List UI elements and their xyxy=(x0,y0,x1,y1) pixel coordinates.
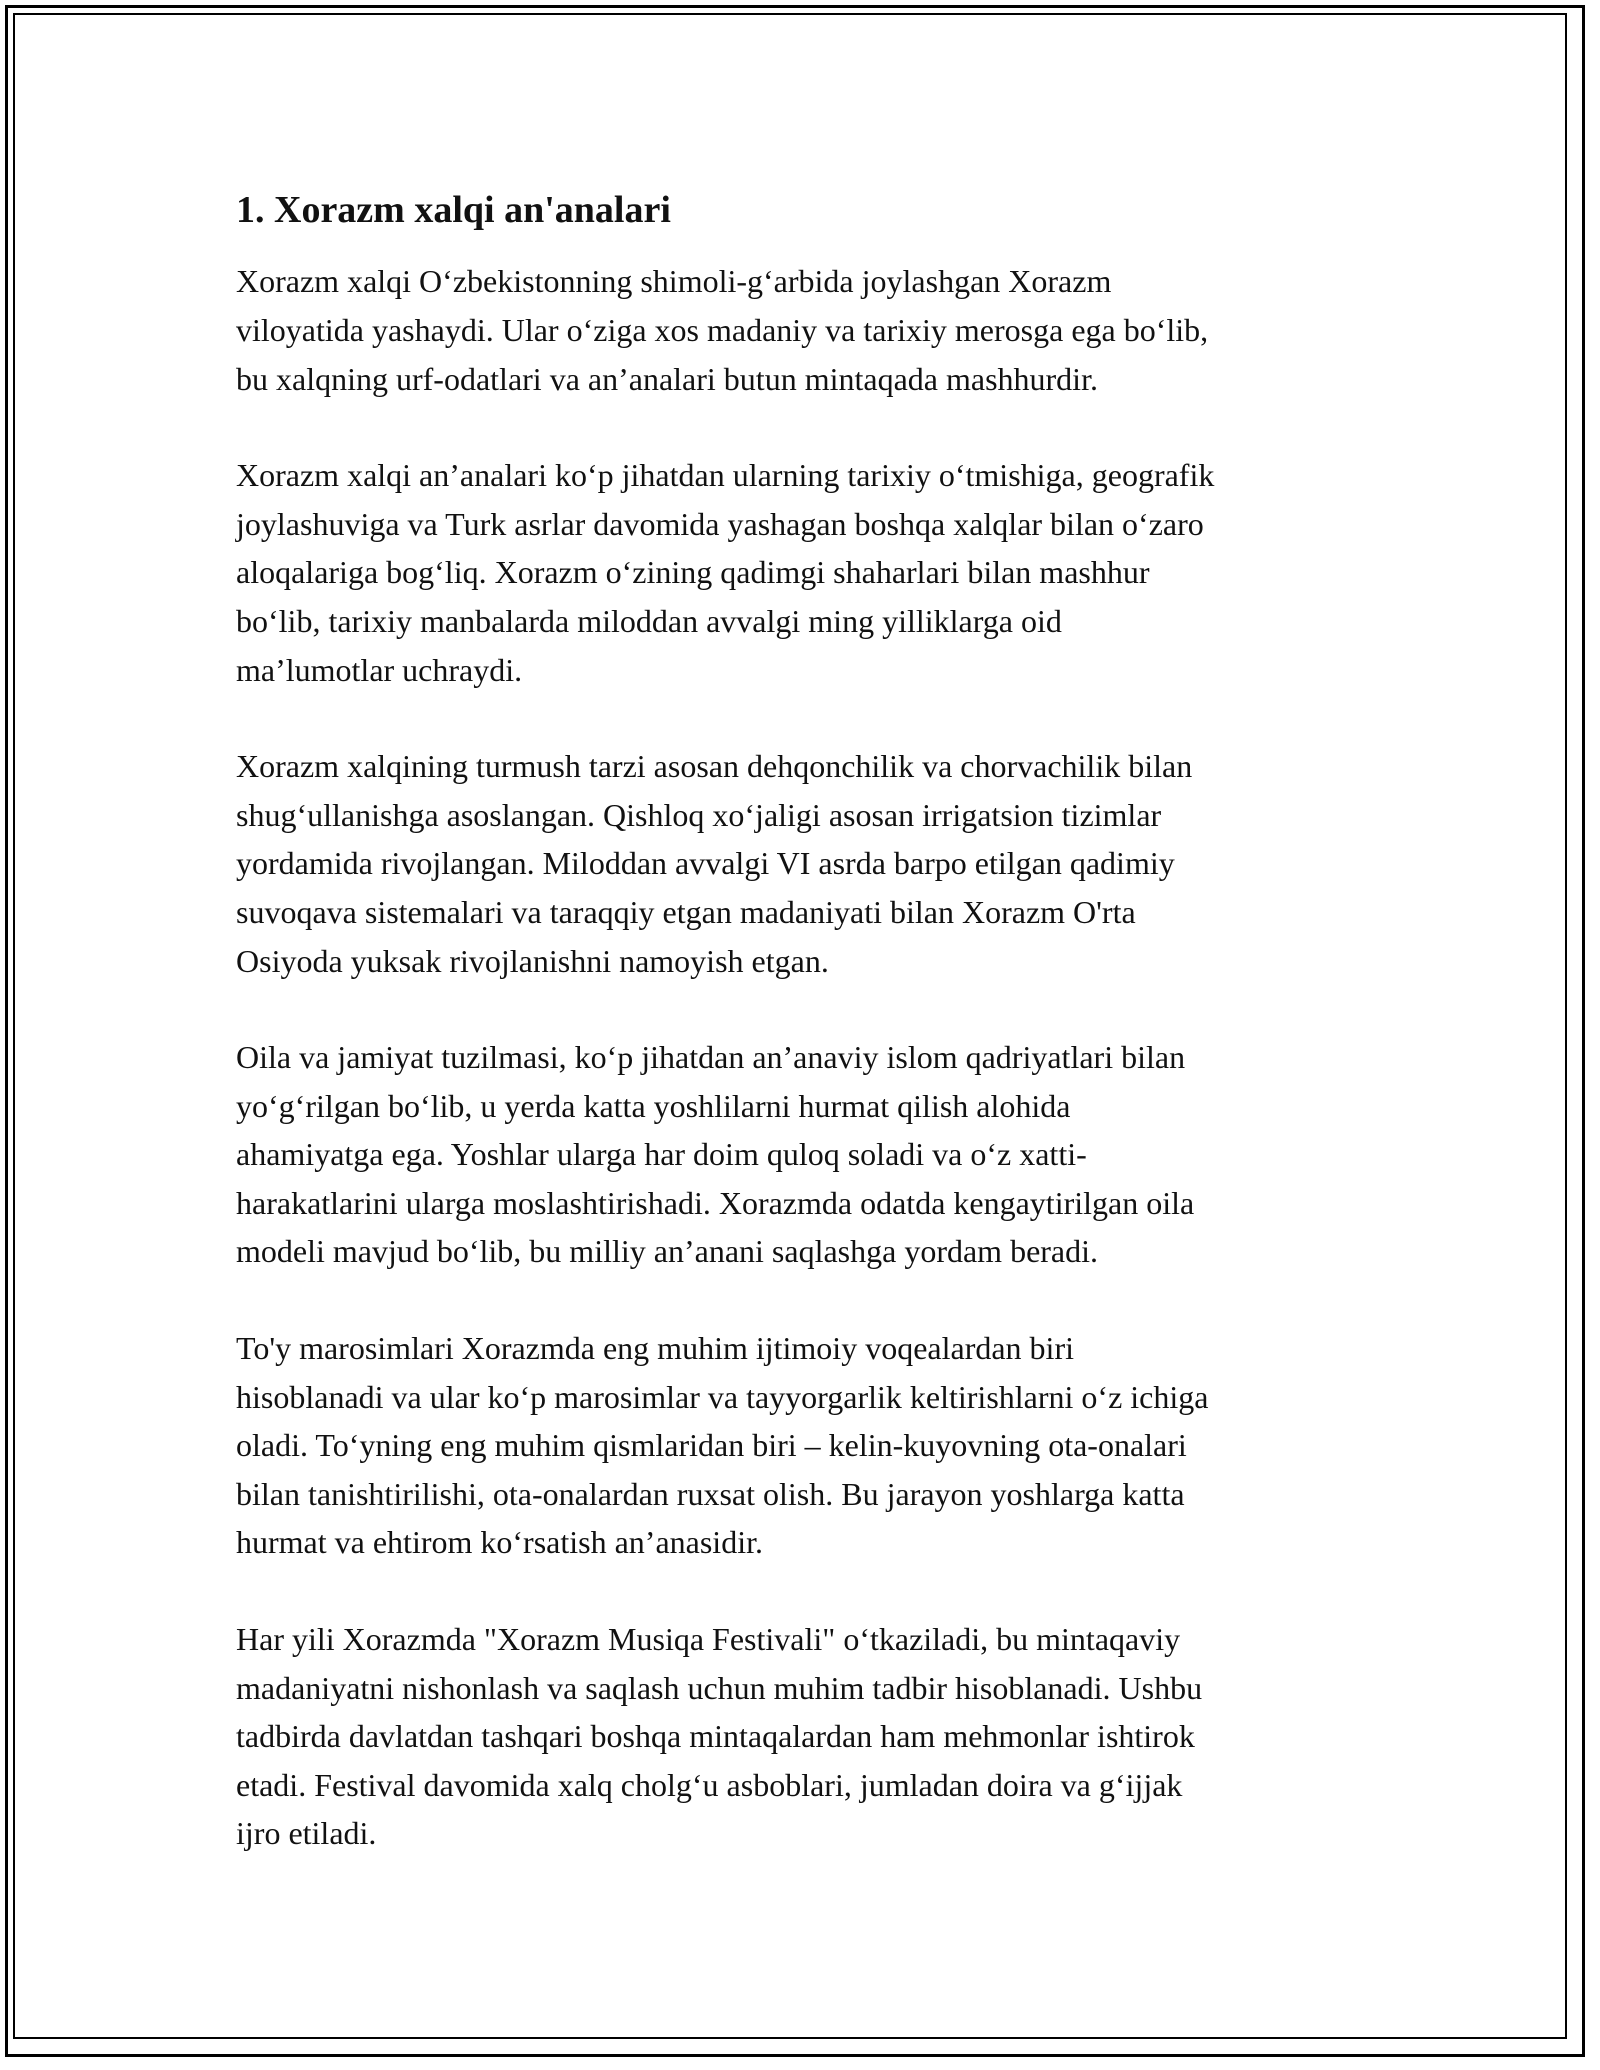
paragraph xyxy=(236,1324,1366,1567)
paragraph-line: ijro etiladi. xyxy=(236,1815,377,1852)
paragraph-line: Har yili Xorazmda "Xorazm Musiqa Festivali" o‘tkaziladi, bu mintaqaviy xyxy=(236,1621,1181,1658)
paragraph-line: suvoqava sistemalari va taraqqiy etgan madaniyati bilan Xorazm O'rta xyxy=(236,893,1136,930)
paragraph-line: joylashuviga va Turk asrlar davomida yashagan boshqa xalqlar bilan o‘zaro xyxy=(236,505,1204,542)
paragraph-line: bu xalqning urf-odatlari va an’analari butun mintaqada mashhurdir. xyxy=(236,360,1098,397)
paragraph-line: Osiyoda yuksak rivojlanishni namoyish etgan. xyxy=(236,942,829,979)
paragraph-line: Xorazm xalqi an’analari ko‘p jihatdan ularning tarixiy o‘tmishiga, geografik xyxy=(236,457,1215,494)
paragraph-line: oladi. To‘yning eng muhim qismlaridan biri – kelin-kuyovning ota-onalari xyxy=(236,1427,1187,1464)
paragraph-line: tadbirda davlatdan tashqari boshqa mintaqalardan ham mehmonlar ishtirok xyxy=(236,1718,1195,1755)
paragraph-line: Oila va jamiyat tuzilmasi, ko‘p jihatdan an’anaviy islom qadriyatlari bilan xyxy=(236,1039,1186,1076)
paragraph xyxy=(236,257,1366,403)
paragraph-line: madaniyatni nishonlash va saqlash uchun muhim tadbir hisoblanadi. Ushbu xyxy=(236,1669,1203,1706)
paragraph-line: hurmat va ehtirom ko‘rsatish an’anasidir. xyxy=(236,1524,763,1561)
paragraph-line: ma’lumotlar uchraydi. xyxy=(236,651,523,688)
page-title: 1. Xorazm xalqi an'analari xyxy=(236,189,671,231)
paragraph xyxy=(236,742,1366,985)
paragraph-line: harakatlarini ularga moslashtirishadi. Xorazmda odatda kengaytirilgan oila xyxy=(236,1184,1195,1221)
paragraph xyxy=(236,1033,1366,1276)
paragraph xyxy=(236,451,1366,694)
paragraph-line: bilan tanishtirilishi, ota-onalardan ruxsat olish. Bu jarayon yoshlarga katta xyxy=(236,1475,1185,1512)
paragraph-line: shug‘ullanishga asoslangan. Qishloq xo‘jaligi asosan irrigatsion tizimlar xyxy=(236,796,1162,833)
paragraph-line: bo‘lib, tarixiy manbalarda miloddan avvalgi ming yilliklarga oid xyxy=(236,602,1062,639)
paragraph-line: To'y marosimlari Xorazmda eng muhim ijtimoiy voqealardan biri xyxy=(236,1330,1074,1367)
paragraph-line: viloyatida yashaydi. Ular o‘ziga xos madaniy va tarixiy merosga ega bo‘lib, xyxy=(236,311,1209,348)
paragraph-line: Xorazm xalqi O‘zbekistonning shimoli-g‘arbida joylashgan Xorazm xyxy=(236,263,1112,300)
paragraph-line: hisoblanadi va ular ko‘p marosimlar va tayyorgarlik keltirishlarni o‘z ichiga xyxy=(236,1378,1209,1415)
paragraph-list xyxy=(236,257,1366,1858)
paragraph-line: yordamida rivojlangan. Miloddan avvalgi VI asrda barpo etilgan qadimiy xyxy=(236,845,1175,882)
paragraph-line: yo‘g‘rilgan bo‘lib, u yerda katta yoshlilarni hurmat qilish alohida xyxy=(236,1087,1071,1124)
paragraph-line: modeli mavjud bo‘lib, bu milliy an’anani saqlashga yordam beradi. xyxy=(236,1233,1099,1270)
document-body xyxy=(236,186,1366,1858)
paragraph-line: aloqalariga bog‘liq. Xorazm o‘zining qadimgi shaharlari bilan mashhur xyxy=(236,554,1150,591)
paragraph-line: Xorazm xalqining turmush tarzi asosan dehqonchilik va chorvachilik bilan xyxy=(236,748,1193,785)
paragraph-line: ahamiyatga ega. Yoshlar ularga har doim quloq soladi va o‘z xatti- xyxy=(236,1136,1087,1173)
paragraph xyxy=(236,1615,1366,1858)
paragraph-line: etadi. Festival davomida xalq cholg‘u asboblari, jumladan doira va g‘ijjak xyxy=(236,1766,1183,1803)
